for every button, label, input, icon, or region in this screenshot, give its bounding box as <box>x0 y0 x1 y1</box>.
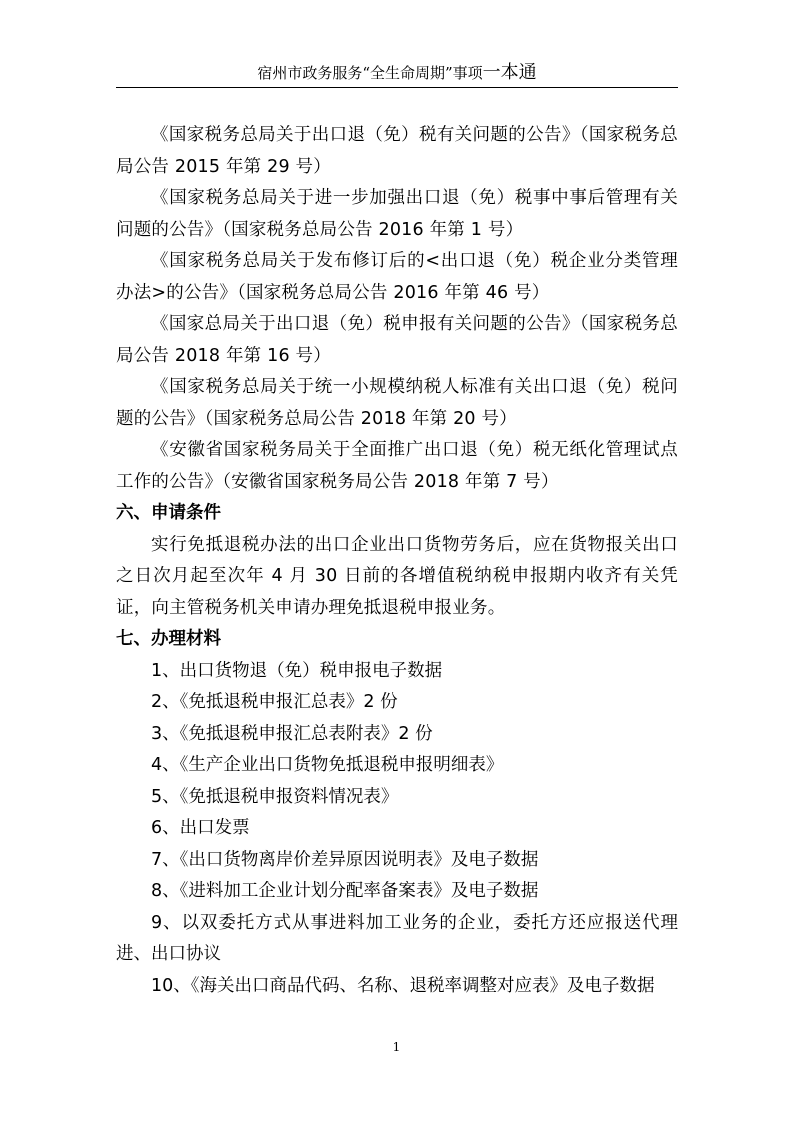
material-item: 1、出口货物退（免）税申报电子数据 <box>151 660 443 681</box>
conditions-paragraph: 实行免抵退税办法的出口企业出口货物劳务后，应在货物报关出口之日次月起至次年 4 月 30 日前的各增值税纳税申报期内收齐有关凭证，向主管税务机关申请办理免抵退税申报业务。 <box>116 534 678 618</box>
material-item: 7、《出口货物离岸价差异原因说明表》及电子数据 <box>151 849 539 870</box>
document-body <box>116 120 678 1002</box>
material-item: 5、《免抵退税申报资料情况表》 <box>151 786 399 807</box>
reference-paragraph: 《国家总局关于出口退（免）税申报有关问题的公告》（国家税务总局公告 2018 年第 16 号） <box>116 314 678 366</box>
material-item: 4、《生产企业出口货物免抵退税申报明细表》 <box>151 755 504 775</box>
material-item: 9、以双委托方式从事进料加工业务的企业，委托方还应报送代理进、出口协议 <box>116 912 678 964</box>
reference-paragraph: 《国家税务总局关于出口退（免）税有关问题的公告》（国家税务总局公告 2015 年第 29 号） <box>116 125 678 177</box>
reference-paragraph: 《国家税务总局关于统一小规模纳税人标准有关出口退（免）税问题的公告》（国家税务总局公告 2018 年第 20 号） <box>116 377 678 429</box>
reference-paragraph: 《国家税务总局关于发布修订后的<出口退（免）税企业分类管理办法>的公告》（国家税务总局公告 2016 年第 46 号） <box>116 251 678 303</box>
reference-paragraph: 《安徽省国家税务局关于全面推广出口退（免）税无纸化管理试点工作的公告》（安徽省国家税务局公告 2018 年第 7 号） <box>116 440 678 492</box>
section-heading-conditions: 六、申请条件 <box>116 503 221 523</box>
material-item: 8、《进料加工企业计划分配率备案表》及电子数据 <box>151 881 539 901</box>
reference-paragraph: 《国家税务总局关于进一步加强出口退（免）税事中事后管理有关问题的公告》（国家税务总局公告 2016 年第 1 号） <box>116 188 678 240</box>
material-item: 6、出口发票 <box>151 818 250 838</box>
material-item: 10、《海关出口商品代码、名称、退税率调整对应表》及电子数据 <box>151 975 655 996</box>
material-item: 3、《免抵退税申报汇总表附表》2 份 <box>151 723 433 744</box>
page-number: 1 <box>392 1040 401 1054</box>
header-title-tail: 一本通 <box>482 62 537 83</box>
page-header <box>116 62 678 84</box>
material-item: 2、《免抵退税申报汇总表》2 份 <box>151 692 398 712</box>
header-rule <box>116 87 678 88</box>
header-title: 宿州市政务服务“全生命周期”事项 <box>257 64 483 82</box>
section-heading-materials: 七、办理材料 <box>116 629 221 649</box>
